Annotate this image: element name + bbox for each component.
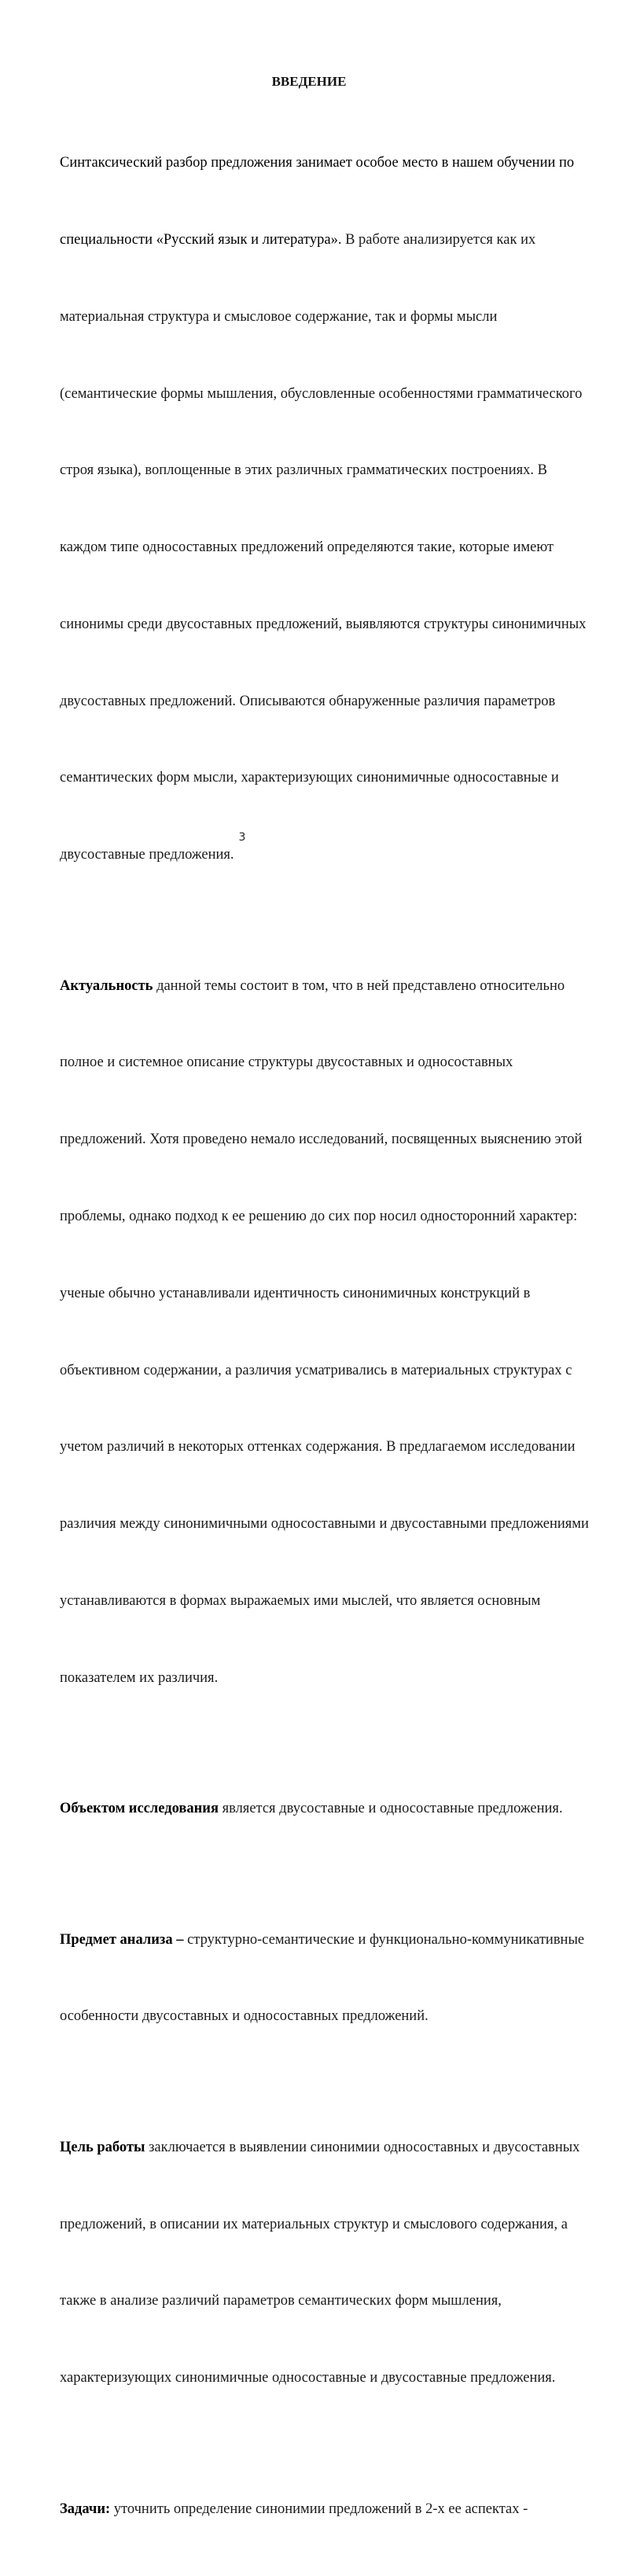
paragraph-goal (60, 2084, 602, 2442)
paragraph-subject (60, 1875, 602, 2081)
paragraph-line: также в анализе различий параметров семантических форм мышления, (60, 2293, 502, 2309)
bold-label: Актуальность (60, 977, 153, 994)
paragraph-line: ученые обычно устанавливали идентичность синонимичных конструкций в (60, 1285, 531, 1301)
text-fragment: данной темы состоит в том, что в ней представлено относительно (153, 977, 565, 994)
text-fragment: В работе анализируется как их (341, 231, 536, 248)
section-title: ВВЕДЕНИЕ (271, 74, 347, 89)
paragraph-line: каждом типе односоставных предложений определяются такие, которые имеют (60, 539, 554, 556)
paragraph-line: двусоставных предложений. Описываются обнаруженные различия параметров (60, 693, 556, 709)
bold-label: Предмет анализа – (60, 1931, 184, 1948)
paragraph-line (60, 2497, 602, 2523)
paragraph-line: двусоставные предложения. (60, 847, 234, 863)
paragraph-line (60, 227, 602, 253)
paragraph-line (60, 2135, 602, 2161)
paragraph-object (60, 1745, 602, 1873)
paragraph-line: особенности двусоставных и односоставных предложений. (60, 2008, 429, 2025)
paragraph-line: предложений, в описании их материальных структур и смыслового содержания, а (60, 2216, 568, 2232)
paragraph-line: материальная структура и смысловое содержание, так и формы мысли (60, 308, 498, 325)
page-number: 3 (238, 831, 246, 844)
paragraph-line: объективном содержании, а различия усматривались в материальных структурах с (60, 1362, 572, 1378)
paragraph-line: показателем их различия. (60, 1669, 219, 1686)
paragraph-line: различия между синонимичными односоставными и двусоставными предложениями (60, 1516, 589, 1533)
text-fragment: структурно-семантические и функционально-коммуникативные (183, 1931, 585, 1948)
paragraph-line: семантических форм мысли, характеризующих синонимичные односоставные и (60, 770, 559, 786)
paragraph-relevance (60, 922, 602, 1742)
document-body (60, 99, 602, 2576)
text-fragment: специальности «Русский язык и литература». (60, 231, 342, 248)
paragraph-line: характеризующих синонимичные односоставные и двусоставные предложения. (60, 2370, 556, 2386)
paragraph-line: строя языка), воплощенные в этих различных грамматических построениях. В (60, 462, 547, 479)
text-fragment: заключается в выявлении синонимии односоставных и двусоставных (145, 2139, 580, 2155)
paragraph-line: синонимы среди двусоставных предложений, выявляются структуры синонимичных (60, 616, 587, 632)
paragraph-line: предложений. Хотя проведено немало исследований, посвященных выяснению этой (60, 1132, 583, 1148)
text-fragment: уточнить определение синонимии предложений в 2-х ее аспектах - (110, 2501, 528, 2517)
bold-label: Цель работы (60, 2139, 145, 2155)
paragraph-line: Синтаксический разбор предложения занимает особое место в нашем обучении по (60, 155, 575, 171)
text-fragment: является двусоставные и односоставные предложения. (218, 1801, 563, 1817)
paragraph-line (60, 1927, 602, 1953)
paragraph-line (60, 973, 602, 999)
bold-label: Задачи: (60, 2501, 111, 2517)
paragraph-line: (семантические формы мышления, обусловленные особенностями грамматического (60, 385, 583, 402)
paragraph-tasks (60, 2445, 602, 2574)
paragraph-intro (60, 99, 602, 919)
paragraph-line: проблемы, однако подход к ее решению до сих пор носил односторонний характер: (60, 1209, 578, 1225)
paragraph-line: устанавливаются в формах выражаемых ими мыслей, что является основным (60, 1592, 541, 1609)
paragraph-line: полное и системное описание структуры двусоставных и односоставных (60, 1054, 513, 1071)
paragraph-line: учетом различий в некоторых оттенках содержания. В предлагаемом исследовании (60, 1439, 576, 1455)
bold-label: Объектом исследования (60, 1801, 219, 1817)
paragraph-line (60, 1796, 602, 1822)
